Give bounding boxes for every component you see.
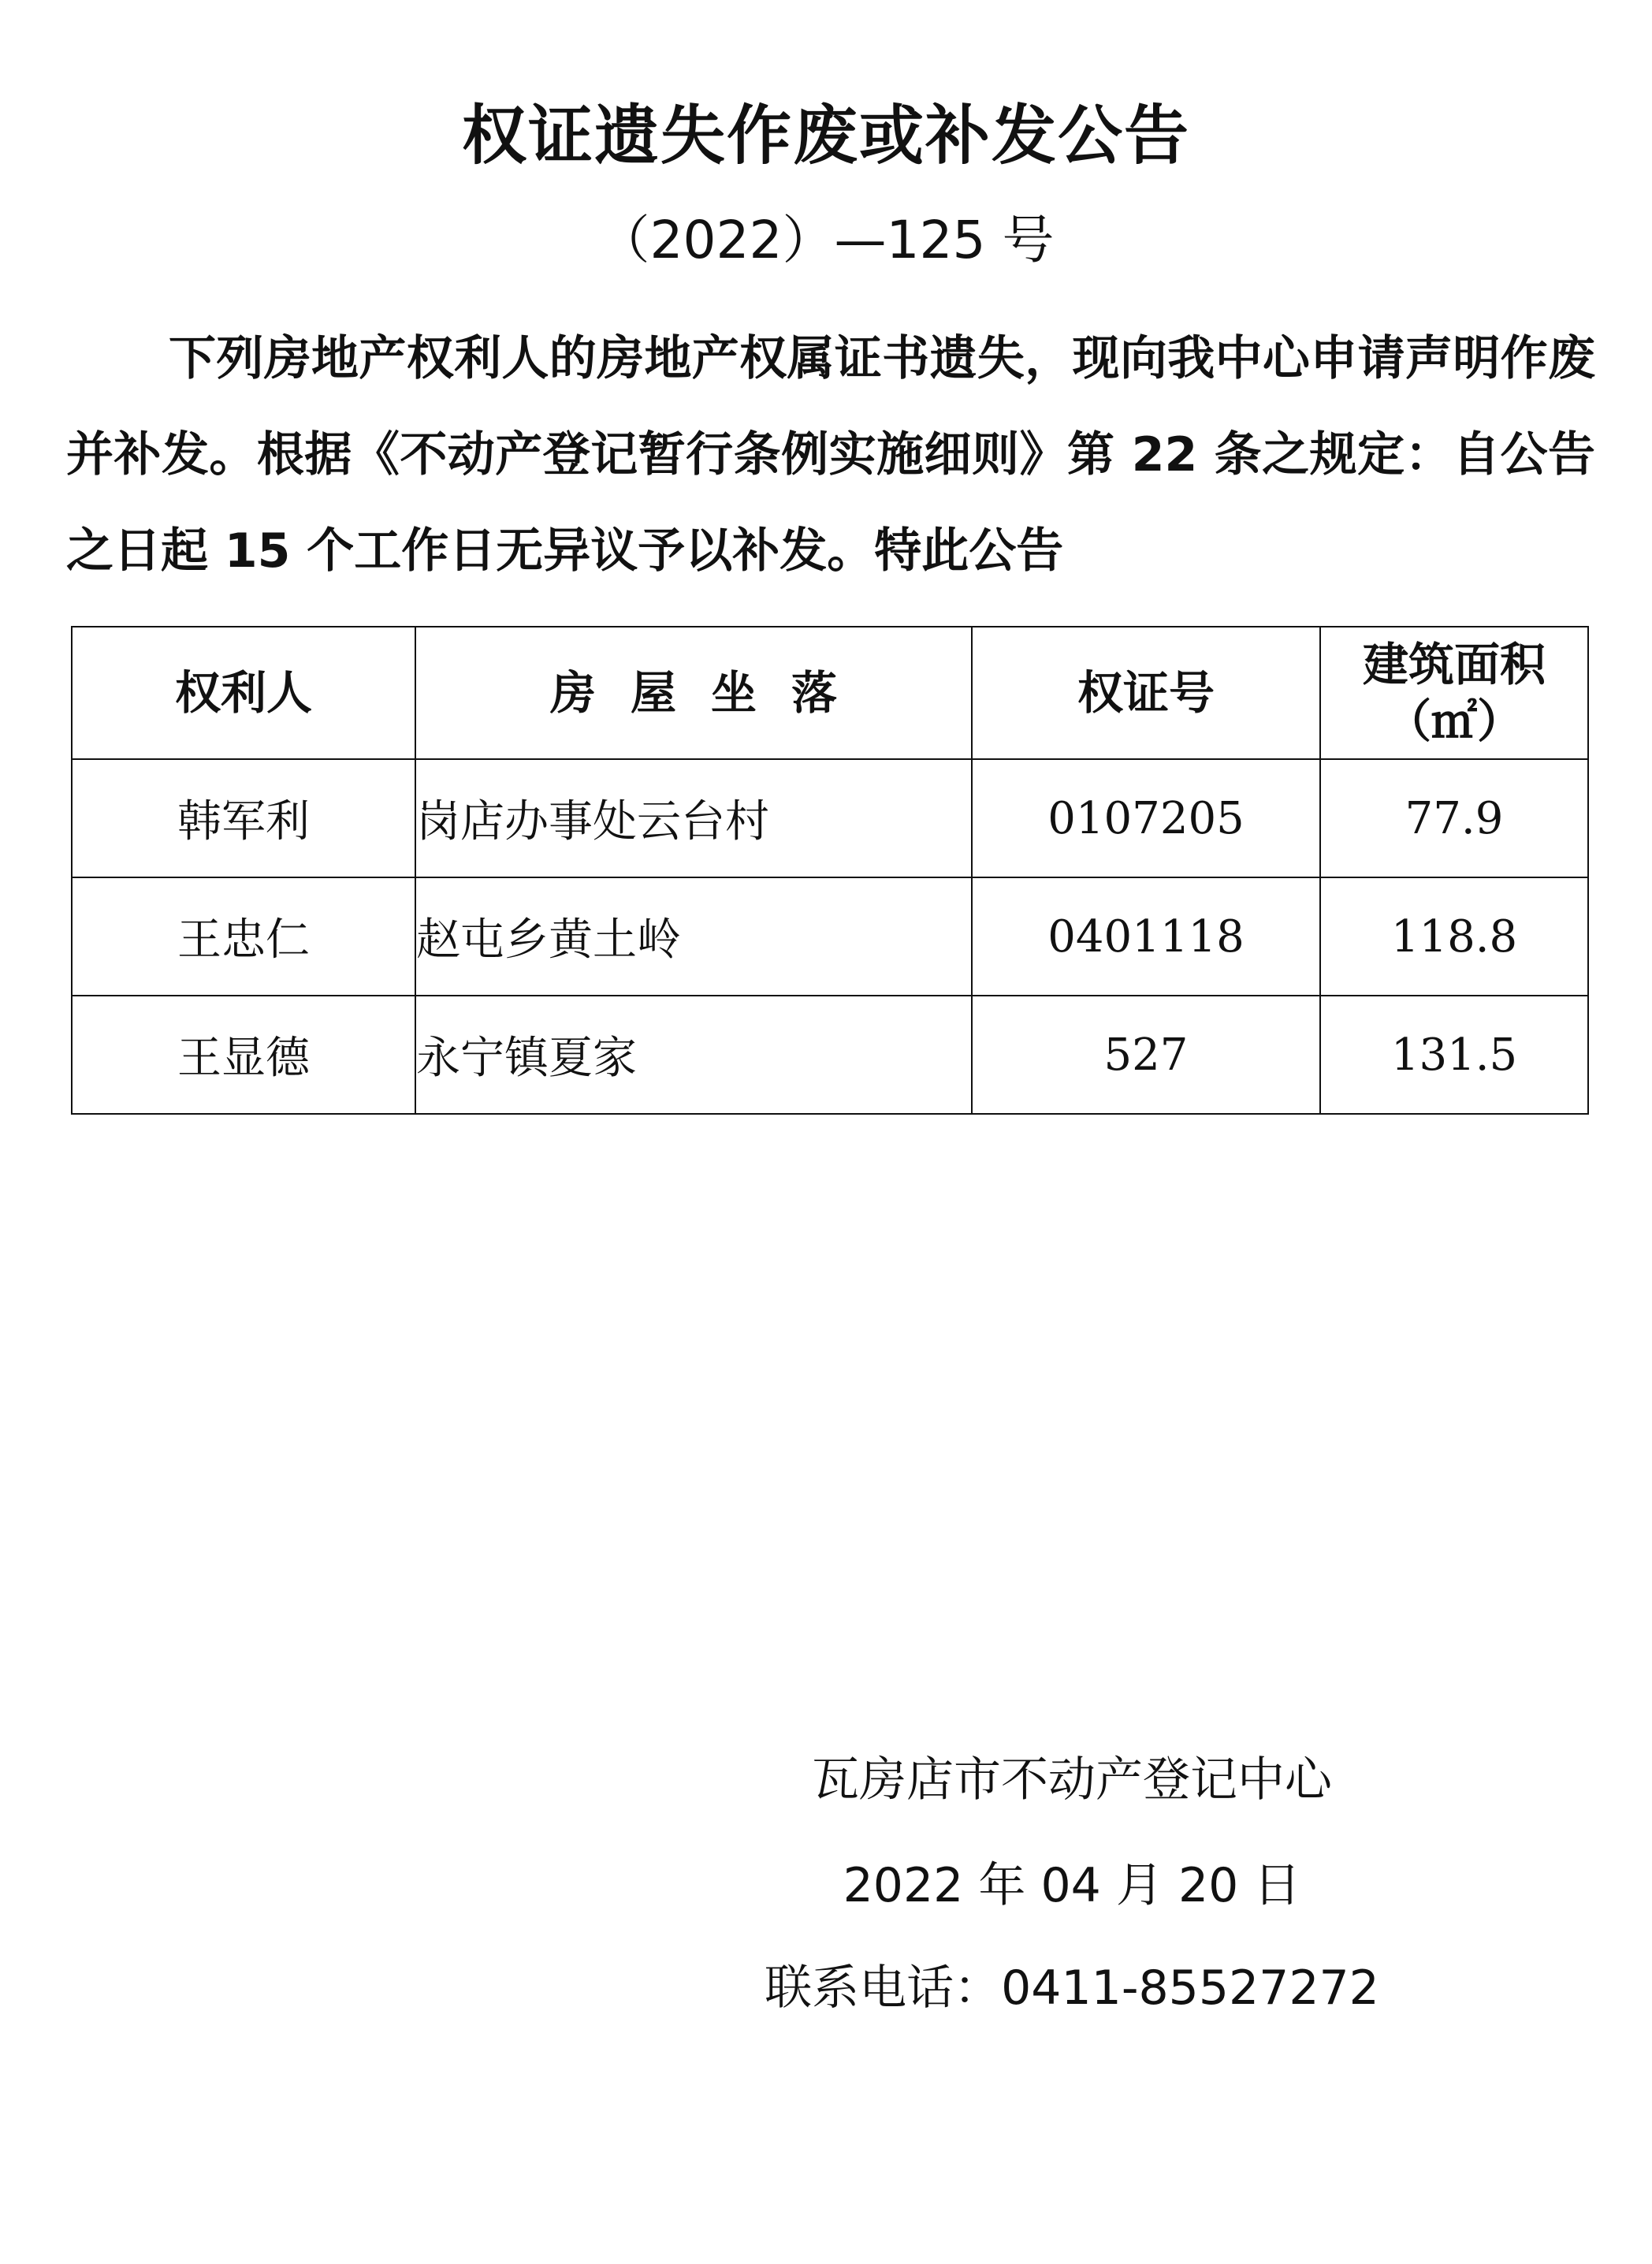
header-location bbox=[415, 627, 972, 759]
header-area-unit: （㎡） bbox=[1385, 694, 1523, 748]
cell-location: 永宁镇夏家 bbox=[415, 996, 972, 1114]
notice-title: 权证遗失作废或补发公告 bbox=[461, 99, 1190, 173]
cell-area: 118.8 bbox=[1320, 877, 1588, 996]
footer-phone: 联系电话：0411-85527272 bbox=[765, 1961, 1379, 2016]
cell-cert-no: 527 bbox=[972, 996, 1320, 1114]
cell-location: 赵屯乡黄土岭 bbox=[415, 877, 972, 996]
table-row bbox=[72, 759, 1588, 877]
table-row bbox=[72, 996, 1588, 1114]
cell-owner: 王忠仁 bbox=[72, 877, 415, 996]
cell-location: 岗店办事处云台村 bbox=[415, 759, 972, 877]
header-cert-no: 权证号 bbox=[972, 627, 1320, 759]
cell-cert-no: 0107205 bbox=[972, 759, 1320, 877]
table-header-row bbox=[72, 627, 1588, 759]
header-area-label: 建筑面积 bbox=[1362, 638, 1546, 691]
cell-area: 131.5 bbox=[1320, 996, 1588, 1114]
header-location-label: 房屋坐落 bbox=[549, 666, 872, 720]
header-owner: 权利人 bbox=[72, 627, 415, 759]
header-area bbox=[1320, 627, 1588, 759]
table-row bbox=[72, 877, 1588, 996]
records-table bbox=[71, 626, 1589, 1115]
notice-intro: 下列房地产权利人的房地产权属证书遗失，现向我中心申请声明作废并补发。根据《不动产登记暂行条例实施细则》第 22 条之规定：自公告之日起 15 个工作日无异议予以补发。特此公告 bbox=[66, 331, 1595, 579]
cell-area: 77.9 bbox=[1320, 759, 1588, 877]
cell-cert-no: 0401118 bbox=[972, 877, 1320, 996]
notice-number: （2022）—125 号 bbox=[597, 210, 1055, 270]
cell-owner: 韩军利 bbox=[72, 759, 415, 877]
footer-date: 2022 年 04 月 20 日 bbox=[843, 1858, 1301, 1913]
footer-org: 瓦房店市不动产登记中心 bbox=[812, 1752, 1332, 1808]
cell-owner: 王显德 bbox=[72, 996, 415, 1114]
